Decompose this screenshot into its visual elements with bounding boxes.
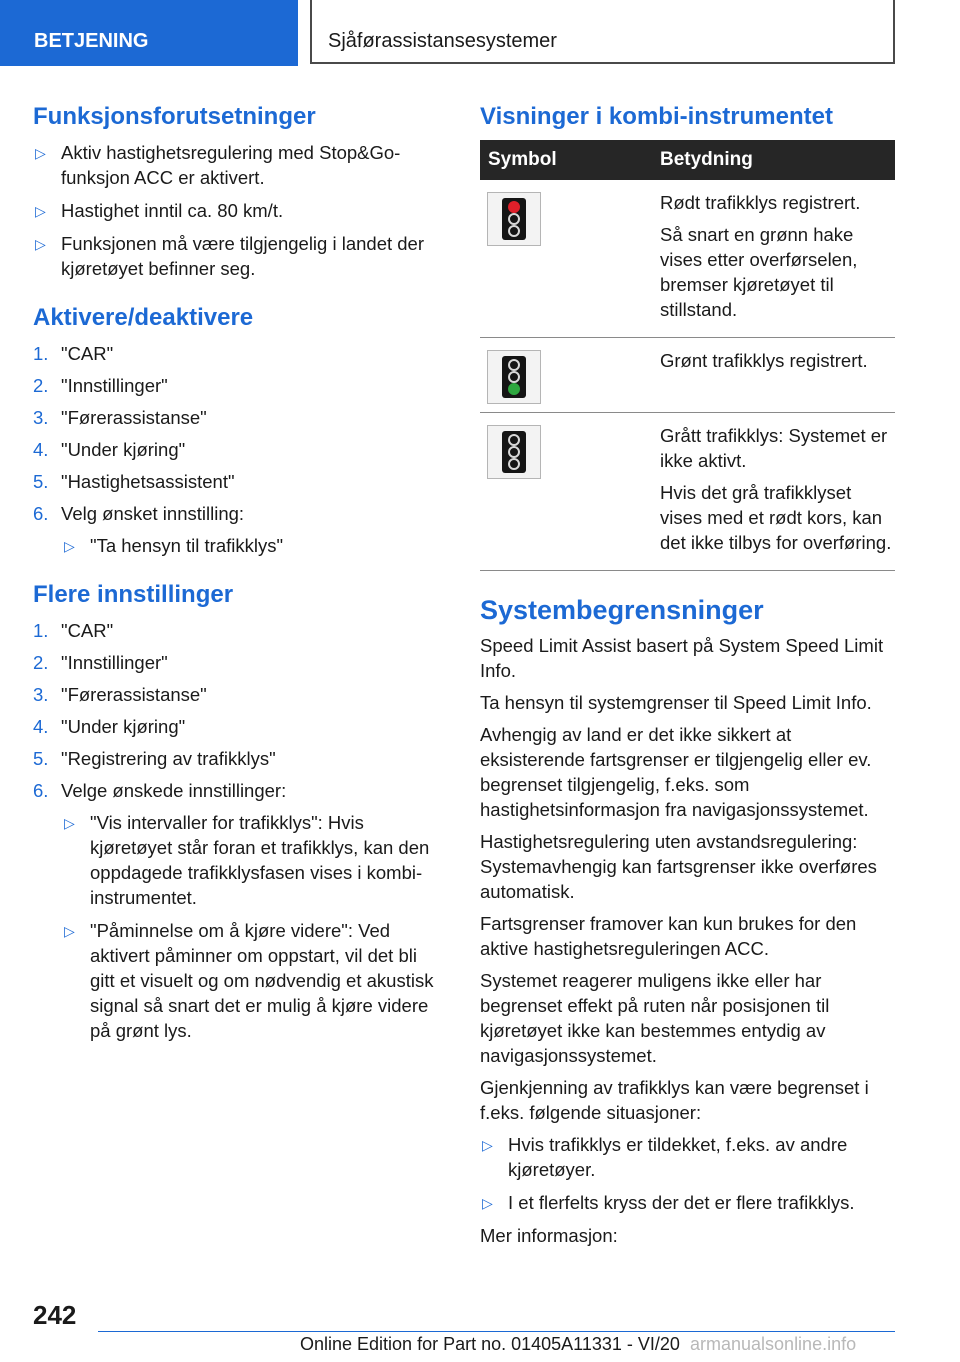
footer-divider xyxy=(98,1331,895,1332)
table-row xyxy=(480,338,895,413)
bullet-triangle-icon: ▷ xyxy=(482,1195,493,1211)
step-item: 5. "Registrering av trafikklys" xyxy=(33,748,276,769)
bullet-triangle-icon: ▷ xyxy=(482,1137,493,1153)
step-item: 6. Velge ønskede innstillinger: xyxy=(33,780,287,801)
bullet-triangle-icon: ▷ xyxy=(35,203,46,219)
list-item: ▷ I et flerfelts kryss der det er flere trafikklys. xyxy=(480,1190,895,1215)
meaning-text: Grått trafikklys: Systemet er ikke aktivt. xyxy=(660,425,888,471)
table-row xyxy=(480,180,895,338)
heading-flere-innstillinger: Flere innstillinger xyxy=(33,581,234,608)
paragraph: Fartsgrenser framover kan kun brukes for den aktive hastighetsreguleringen ACC. xyxy=(480,913,857,959)
sub-list-item: ▷ "Ta hensyn til trafikklys" xyxy=(62,533,441,558)
bullet-triangle-icon: ▷ xyxy=(64,815,75,831)
meaning-text: Så snart en grønn hake vises etter overførselen, bremser kjøretøyet til stillstand. xyxy=(660,224,858,320)
section-tab: BETJENING xyxy=(0,0,298,66)
step-item: 2. "Innstillinger" xyxy=(33,652,168,673)
step-item: 4. "Under kjøring" xyxy=(33,716,186,737)
bullet-triangle-icon: ▷ xyxy=(64,923,75,939)
heading-funksjonsforutsetninger: Funksjonsforutsetninger xyxy=(33,103,316,130)
meaning-text: Grønt trafikklys registrert. xyxy=(660,350,868,371)
step-item: 2. "Innstillinger" xyxy=(33,375,168,396)
edition-text: Online Edition for Part no. 01405A11331 - VI/20 xyxy=(300,1334,680,1354)
table-row xyxy=(480,413,895,571)
more-info-text: Mer informasjon: xyxy=(480,1225,618,1246)
grey-traffic-light-icon xyxy=(487,425,541,479)
paragraph: Hastighetsregulering uten avstandsregulering: Systemavhengig kan fartsgrenser ikke overføres automatisk. xyxy=(480,831,877,902)
paragraph: Ta hensyn til systemgrenser til Speed Limit Info. xyxy=(480,692,872,713)
bullet-triangle-icon: ▷ xyxy=(35,145,46,161)
page-header xyxy=(0,0,960,66)
paragraph: Systemet reagerer muligens ikke eller har begrenset effekt på ruten når posisjonen til kjøretøyet ikke kan bestemmes entydig av navigasjonssystemet. xyxy=(480,970,830,1066)
column-header-meaning: Betydning xyxy=(652,140,895,180)
bullet-triangle-icon: ▷ xyxy=(64,538,75,554)
list-item: ▷ Hvis trafikklys er tildekket, f.eks. av andre kjøretøyer. xyxy=(482,1134,848,1180)
page-number: 242 xyxy=(33,1300,77,1330)
watermark: armanualsonline.info xyxy=(690,1334,857,1354)
sub-list-item: ▷ "Påminnelse om å kjøre videre": Ved aktivert påminner om oppstart, vil det bli gitt et visuelt og om nødvendig et akustisk signal så snart det er mulig å kjøre videre på grønt lys. xyxy=(64,920,434,1041)
list-item: ▷ Aktiv hastighetsregulering med Stop&Go-funksjon ACC er aktivert. xyxy=(35,142,401,188)
paragraph: Gjenkjenning av trafikklys kan være begrenset i f.eks. følgende situasjoner: xyxy=(480,1077,869,1123)
heading-visninger: Visninger i kombi-instrumentet xyxy=(480,103,833,130)
step-item: 1. "CAR" xyxy=(33,343,114,364)
meaning-text: Hvis det grå trafikklyset vises med et rødt kors, kan det ikke tilbys for overføring. xyxy=(660,482,892,553)
step-item: 6. Velg ønsket innstilling: xyxy=(33,503,245,524)
paragraph: Speed Limit Assist basert på System Speed Limit Info. xyxy=(480,635,884,681)
list-item: ▷ Funksjonen må være tilgjengelig i landet der kjøretøyet befinner seg. xyxy=(35,233,425,279)
table-header-row xyxy=(480,140,895,180)
paragraph: Avhengig av land er det ikke sikkert at eksisterende fartsgrenser er tilgjengelig eller ev. begrenset tilgjengelig, f.eks. som hastighetsinformasjon fra navigasjonssystemet. xyxy=(480,724,872,820)
heading-aktivere-deaktivere: Aktivere/deaktivere xyxy=(33,304,254,331)
step-item: 3. "Førerassistanse" xyxy=(33,407,207,428)
left-column xyxy=(33,100,441,1051)
list-item: ▷ Hastighet inntil ca. 80 km/t. xyxy=(33,198,441,223)
column-header-symbol: Symbol xyxy=(480,140,652,180)
bullet-triangle-icon: ▷ xyxy=(35,236,46,252)
symbol-table xyxy=(480,140,895,571)
right-column xyxy=(480,100,895,1255)
step-item: 3. "Førerassistanse" xyxy=(33,684,207,705)
green-traffic-light-icon xyxy=(487,350,541,404)
step-item: 4. "Under kjøring" xyxy=(33,439,186,460)
red-traffic-light-icon xyxy=(487,192,541,246)
step-item: 5. "Hastighetsassistent" xyxy=(33,471,235,492)
sub-list-item: ▷ "Vis intervaller for trafikklys": Hvis kjøretøyet står foran et trafikklys, kan den oppdagede trafikklysfasen vises i kombi-instrumentet. xyxy=(64,812,430,908)
heading-systembegrensninger: Systembegrensninger xyxy=(480,595,764,625)
step-item: 1. "CAR" xyxy=(33,620,114,641)
chapter-title: Sjåførassistansesystemer xyxy=(310,0,895,64)
meaning-text: Rødt trafikklys registrert. xyxy=(660,192,861,213)
